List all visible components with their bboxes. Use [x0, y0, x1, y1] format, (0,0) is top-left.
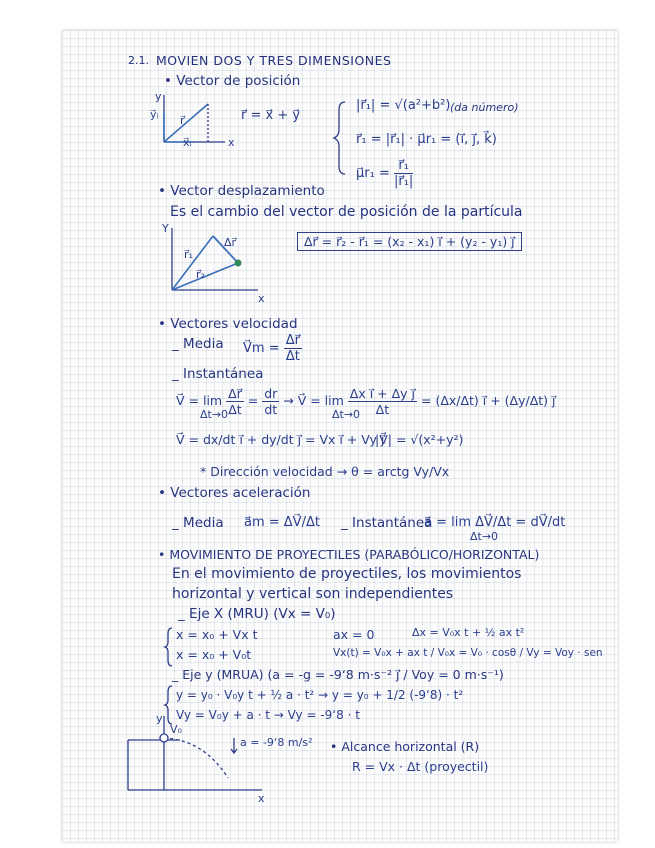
position-magnitude: |r⃗₁| = √(a²+b²) [356, 98, 451, 113]
aceleracion-media-equation: a⃗m = ΔV⃗/Δt [244, 515, 320, 530]
velocidad-instantanea-label: _ Instantánea [172, 366, 264, 382]
equation-brace [334, 102, 345, 174]
velocidad-media-label: _ Media [172, 336, 224, 352]
position-equation: r⃗ = x⃗ + y⃗ [241, 108, 301, 123]
page-title: MOVIEN DOS Y TRES DIMENSIONES [156, 53, 392, 68]
aceleracion-media-label: _ Media [172, 515, 224, 531]
eje-x-eq-2: x = x₀ + V₀t [176, 647, 252, 662]
limit-subscript-2: Δt→0 [332, 408, 361, 421]
section-number: 2.1. [128, 54, 149, 67]
aceleracion-instantanea-equation: a⃗ = lim ΔV⃗/Δt = dV⃗/dt [424, 515, 566, 530]
proyectiles-line-2: horizontal y vertical son independientes [172, 586, 454, 602]
gravity-label: a = -9‘8 m/s² [240, 736, 313, 749]
velocidad-instantanea-equation: V⃗ = lim $\frac{\Delta r⃗}{\Delta t}$ = $\frac{dr}{dt}$ → V⃗ = lim $\frac{\text{Δx i⃗ + Δy j⃗}}{\Delta t}$ = (Δx/Δt) i⃗ + (Δy/Δt) j⃗ [176, 386, 556, 417]
vx-equation: Vx(t) = V₀x + ax t / V₀x = V₀ · cosθ / Vy = Voy · sen [333, 647, 603, 659]
aceleracion-instantanea-label: _ Instantánea [341, 515, 433, 531]
alcance-heading: • Alcance horizontal (R) [330, 739, 480, 754]
eje-y-eq-1: y = y₀ · V₀y t + ½ a · t² → y = y₀ + 1/2 (-9‘8) · t² [176, 688, 464, 702]
eje-y-eq-2: Vy = V₀y + a · t → Vy = -9‘8 · t [176, 708, 360, 722]
proyectiles-line-1: En el movimiento de proyectiles, los movimientos [172, 566, 522, 582]
heading-proyectiles: • MOVIMIENTO DE PROYECTILES (PARABÓLICO/HORIZONTAL) [158, 547, 540, 562]
displacement-definition: Es el cambio del vector de posición de la partícula [170, 204, 523, 220]
axis-Y-label: Y [162, 222, 169, 235]
axis-y-label: y [155, 90, 162, 103]
axis-x-label: x [228, 136, 235, 149]
position-vector-diagram [164, 95, 225, 142]
yi-label: y⃗ᵢ [150, 108, 159, 121]
xi-label: x⃗ᵢ [183, 136, 192, 149]
dr-label: Δr⃗ [224, 236, 237, 249]
velocidad-media-equation: V⃗m = $\frac{\Delta r⃗}{\Delta t}$ [243, 333, 300, 364]
dx-equation: Δx = V₀x t + ½ ax t² [412, 626, 525, 639]
limit-subscript: Δt→0 [200, 408, 229, 421]
heading-velocidad: • Vectores velocidad [158, 316, 298, 332]
aceleracion-limit: Δt→0 [470, 530, 499, 543]
v0-label: V₀ [170, 723, 182, 736]
heading-vector-posicion: • Vector de posición [164, 73, 301, 89]
eje-x-heading: _ Eje X (MRU) (Vx = V₀) [178, 606, 336, 622]
ejey-brace [165, 686, 172, 724]
heading-desplazamiento: • Vector desplazamiento [158, 183, 325, 199]
r-label: r⃗ [180, 114, 185, 127]
proj-y-axis-label: y [156, 712, 163, 725]
velocidad-modulo: |V⃗| = √(x²+y²) [375, 432, 464, 447]
alcance-equation: R = Vx · Δt (proyectil) [352, 759, 489, 774]
mu-equation: μ⃗r₁ = $\frac{\text{r⃗₁}}{\text{|r⃗₁|}}$ [356, 158, 414, 189]
heading-aceleracion: • Vectores aceleración [158, 485, 311, 501]
r2-label: r⃗₂ [196, 268, 205, 281]
projectile-diagram [128, 716, 262, 790]
axis-X-label: x [258, 292, 265, 305]
ejex-brace [165, 628, 172, 666]
r1-label: r⃗₁ [184, 248, 193, 261]
proj-x-axis-label: x [258, 792, 265, 805]
unit-vector-equation: r⃗₁ = |r⃗₁| · μ⃗r₁ = (i⃗, j⃗, k⃗) [356, 132, 497, 147]
magnitude-note: (da número) [450, 101, 519, 114]
direccion-velocidad: * Dirección velocidad → θ = arctg Vy/Vx [200, 464, 450, 479]
velocidad-componentes-equation: V⃗ = dx/dt i⃗ + dy/dt j⃗ = Vx i⃗ + Vy j⃗ [176, 432, 385, 447]
eje-x-eq-1: x = x₀ + Vx t [176, 627, 258, 642]
ax-equation: ax = 0 [333, 627, 375, 642]
eje-y-heading: _ Eje y (MRUA) (a = -g = -9‘8 m·s⁻² j⃗ / Voy = 0 m·s⁻¹) [172, 667, 504, 682]
displacement-equation-box: Δr⃗ = r⃗₂ - r⃗₁ = (x₂ - x₁) i⃗ + (y₂ - y₁) j⃗ [297, 232, 522, 251]
